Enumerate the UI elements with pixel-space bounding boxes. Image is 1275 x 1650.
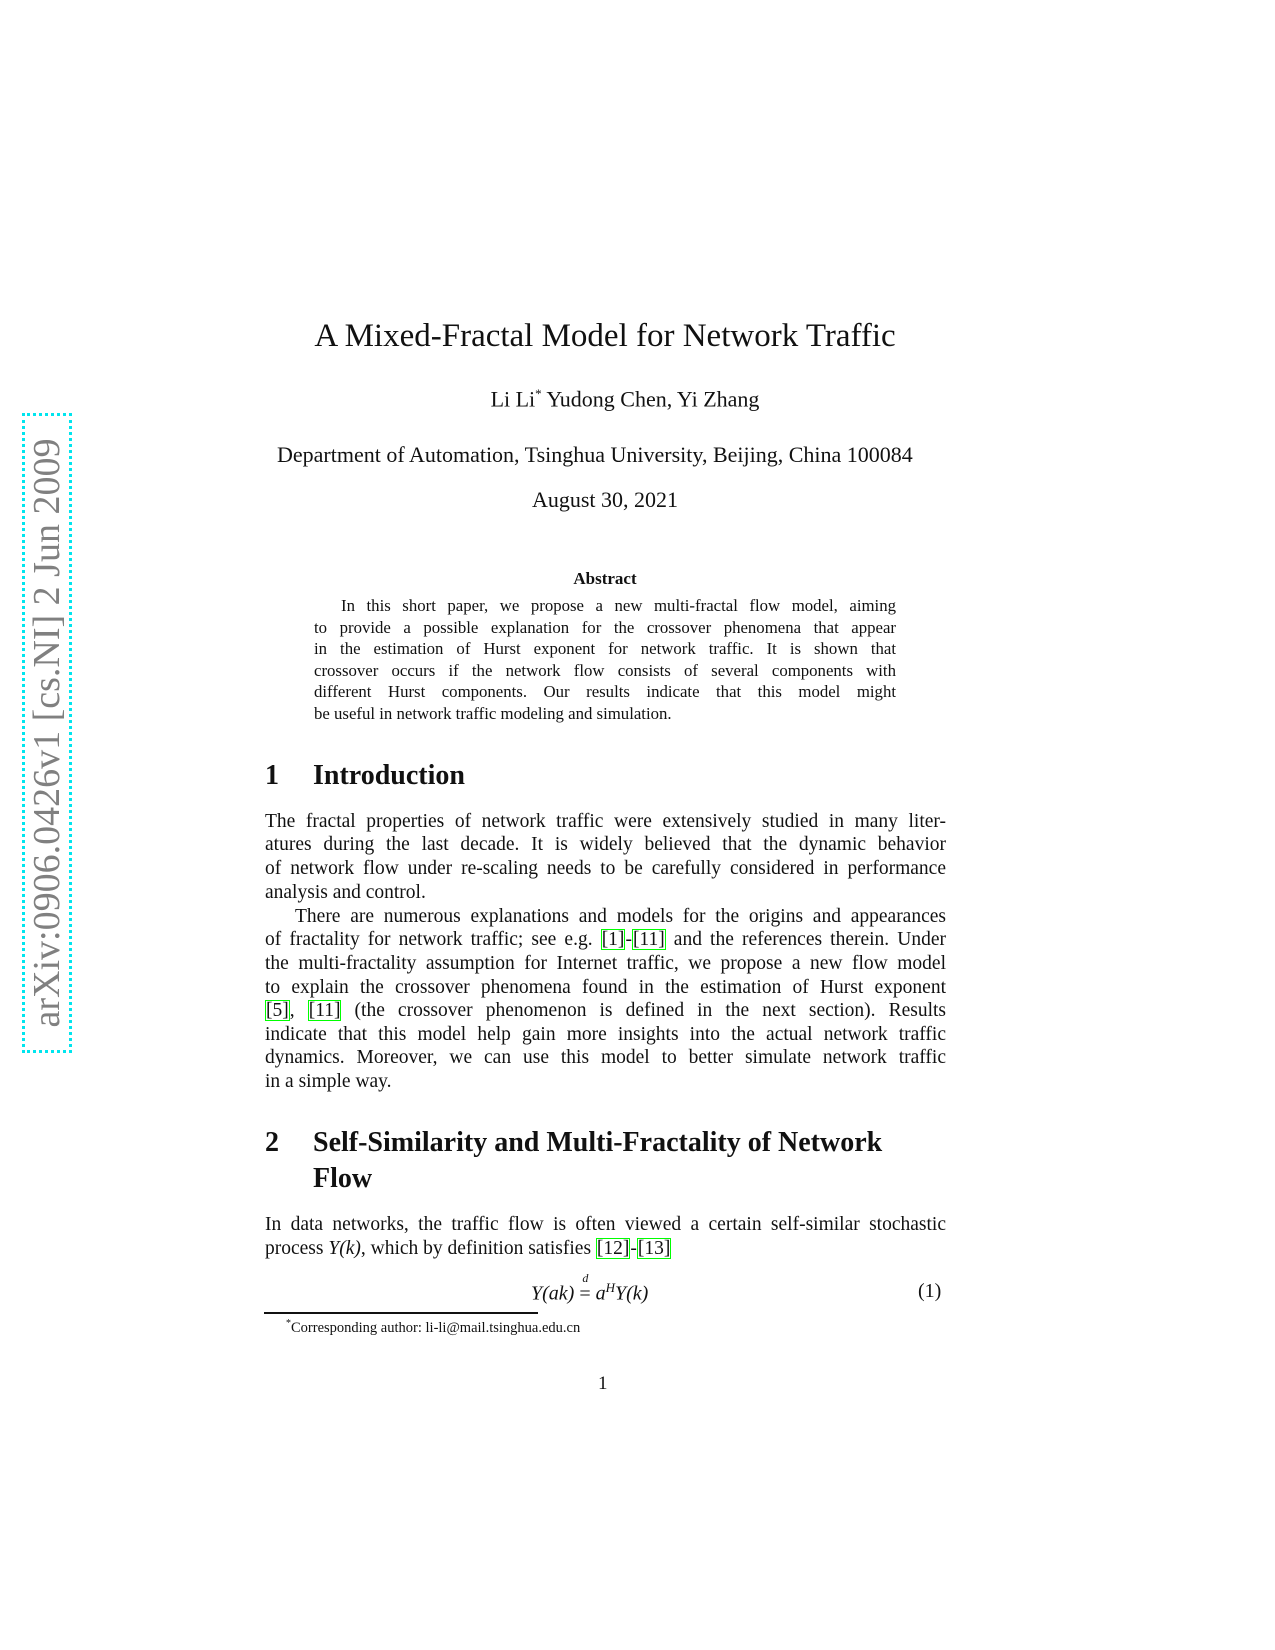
text-segment: different Hurst components. Our results indicate that this model might <box>314 682 896 701</box>
text-line <box>265 1046 946 1070</box>
citation-link[interactable]: [13] <box>637 1238 671 1259</box>
equation-exponent: H <box>605 1280 615 1295</box>
text-line <box>265 952 946 976</box>
text-segment: of network flow under re-scaling needs to be carefully considered in performance <box>265 858 946 879</box>
text-segment: The fractal properties of network traffic were extensively studied in many liter- <box>265 811 946 832</box>
footnote-text: Corresponding author: li-li@mail.tsinghua.edu.cn <box>291 1319 581 1336</box>
text-line <box>265 1237 946 1261</box>
text-segment: (the crossover phenomenon is defined in the next section). Results <box>341 1000 947 1021</box>
citation-link[interactable]: [12] <box>596 1238 630 1259</box>
text-segment: in a simple way. <box>265 1071 392 1092</box>
section-1-number: 1 <box>265 760 279 791</box>
text-line <box>314 595 896 617</box>
text-segment: atures during the last decade. It is widely believed that the dynamic behavior <box>265 834 946 855</box>
text-segment: in the estimation of Hurst exponent for network traffic. It is shown that <box>314 639 896 658</box>
text-segment: the multi-fractality assumption for Internet traffic, we propose a new flow model <box>265 953 946 974</box>
section-2-title-line2: Flow <box>313 1163 373 1194</box>
section-2-number: 2 <box>265 1127 279 1158</box>
authors <box>20 386 1230 412</box>
text-segment: indicate that this model help gain more insights into the actual network traffic <box>265 1024 946 1045</box>
text-line <box>314 617 896 639</box>
text-line <box>265 1070 946 1094</box>
citation-link[interactable]: [11] <box>632 929 665 950</box>
affiliation: Department of Automation, Tsinghua University, Beijing, China 100084 <box>277 442 913 467</box>
text-line <box>265 999 946 1023</box>
text-line <box>265 928 946 952</box>
date: August 30, 2021 <box>531 487 679 512</box>
text-line <box>265 857 946 881</box>
text-segment: crossover occurs if the network flow consists of several components with <box>314 661 896 680</box>
footnote-rule <box>264 1312 538 1314</box>
paper-title: A Mixed-Fractal Model for Network Traffic <box>314 318 896 354</box>
equation-number: (1) <box>918 1280 942 1302</box>
section-1-title: Introduction <box>313 760 465 791</box>
text-segment: to explain the crossover phenomena found in the estimation of Hurst exponent <box>265 977 946 998</box>
text-segment: , which by definition satisfies <box>360 1238 596 1259</box>
text-line <box>314 703 896 725</box>
citation-link[interactable]: [1] <box>601 929 625 950</box>
footnote-mark: * <box>286 1318 291 1329</box>
text-segment: dynamics. Moreover, we can use this model to better simulate network traffic <box>265 1047 946 1068</box>
arxiv-identifier: arXiv:0906.0426v1 [cs.NI] 2 Jun 2009 <box>26 438 68 1028</box>
text-segment: , <box>289 1000 308 1021</box>
text-line <box>265 905 946 929</box>
equation-1 <box>531 1270 649 1306</box>
abstract-heading: Abstract <box>573 569 637 588</box>
equation-rhs: Y(k) <box>615 1282 649 1305</box>
text-segment: to provide a possible explanation for the crossover phenomena that appear <box>314 618 896 637</box>
text-segment: and the references therein. Under <box>665 929 947 950</box>
equation-base: a <box>595 1282 606 1305</box>
author-first: Li Li <box>490 386 536 412</box>
text-segment: of fractality for network traffic; see e.g. <box>265 929 601 950</box>
text-segment: In data networks, the traffic flow is often viewed a certain self-similar stochastic <box>265 1214 946 1235</box>
text-segment: analysis and control. <box>265 882 426 903</box>
text-segment: process <box>265 1238 329 1259</box>
text-segment: be useful in network traffic modeling and simulation. <box>314 704 672 723</box>
text-line <box>265 810 946 834</box>
text-segment: - <box>625 929 632 950</box>
page-number: 1 <box>598 1373 608 1394</box>
text-line <box>265 976 946 1000</box>
text-segment: There are numerous explanations and models for the origins and appearances <box>295 906 946 927</box>
author-footnote-mark: * <box>535 386 542 401</box>
text-line <box>265 881 946 905</box>
text-line <box>314 638 896 660</box>
section-2-title-line1: Self-Similarity and Multi-Fractality of Network <box>313 1127 883 1158</box>
section-2-title <box>313 1125 882 1197</box>
citation-link[interactable]: [11] <box>308 1000 341 1021</box>
equation-lhs: Y(ak) <box>531 1282 575 1305</box>
equation-relation: d = <box>579 1270 591 1305</box>
text-line <box>314 660 896 682</box>
text-segment: In this short paper, we propose a new multi-fractal flow model, aiming <box>341 596 896 615</box>
footnote <box>286 1318 580 1337</box>
citation-link[interactable]: [5] <box>266 1000 289 1021</box>
text-line <box>265 833 946 857</box>
text-line <box>314 681 896 703</box>
text-line <box>265 1023 946 1047</box>
inline-math: Y(k) <box>328 1238 361 1259</box>
text-line <box>265 1213 946 1237</box>
equation-rel-over: d <box>582 1270 589 1285</box>
text-segment: - <box>630 1238 637 1259</box>
author-rest: Yudong Chen, Yi Zhang <box>541 386 760 412</box>
